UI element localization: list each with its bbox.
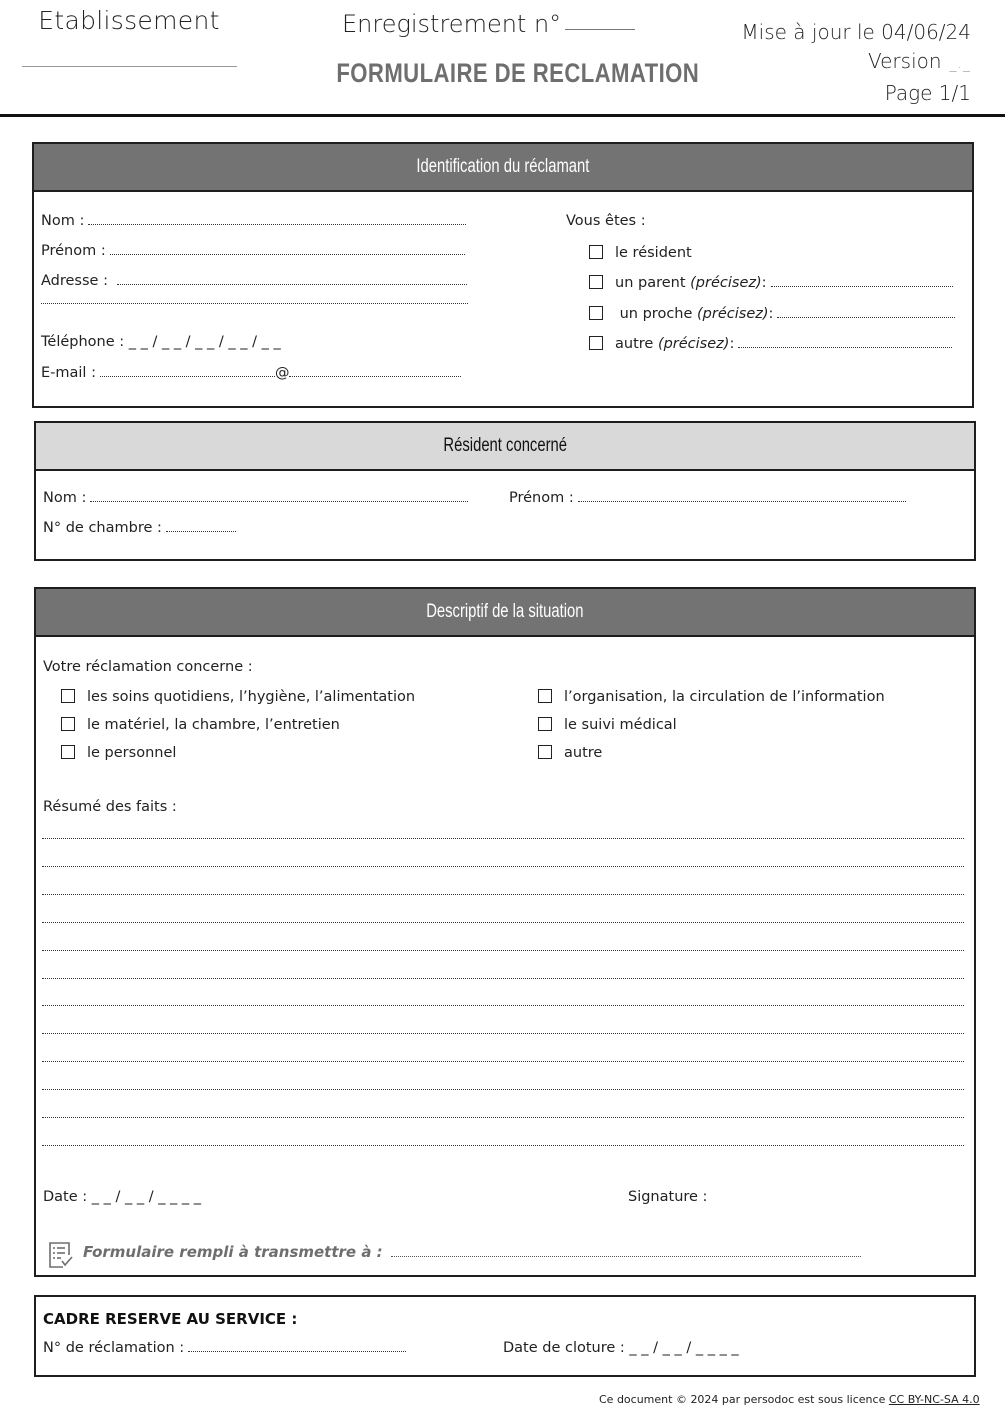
option-label: le résident xyxy=(615,245,692,261)
checkbox[interactable] xyxy=(589,306,603,320)
resident-prenom-field[interactable] xyxy=(509,490,906,506)
signature-label: Signature : xyxy=(628,1189,708,1205)
parent-precision-line[interactable] xyxy=(771,286,953,287)
resume-line[interactable] xyxy=(42,950,964,951)
prenom-input-line[interactable] xyxy=(110,254,465,255)
option-colon: : xyxy=(729,336,735,352)
resident-prenom-line[interactable] xyxy=(578,501,906,502)
date-label: Date : xyxy=(43,1189,88,1205)
transmit-label: Formulaire rempli à transmettre à : xyxy=(83,1243,383,1261)
service-title-text: CADRE RESERVE AU SERVICE : xyxy=(43,1310,298,1328)
header-divider xyxy=(0,114,1005,117)
concern-option-autre[interactable] xyxy=(538,743,602,761)
resume-line[interactable] xyxy=(42,1033,964,1034)
nom-label: Nom : xyxy=(43,490,87,506)
update-date: Mise à jour le 04/06/24 xyxy=(741,20,971,44)
transmit-recipient-line[interactable] xyxy=(391,1256,861,1257)
option-hint: (précisez) xyxy=(657,336,730,352)
version-line xyxy=(741,47,971,79)
option-label: l’organisation, la circulation de l’information xyxy=(564,689,885,705)
nom-input-line[interactable] xyxy=(88,224,466,225)
email-at-sign: @ xyxy=(274,365,290,381)
autre-precision-line[interactable] xyxy=(738,347,952,348)
form-title: FORMULAIRE DE RECLAMATION xyxy=(336,58,700,88)
checkbox[interactable] xyxy=(538,689,552,703)
telephone-input[interactable]: _ _ / _ _ / _ _ / _ _ / _ _ xyxy=(128,334,281,350)
resident-nom-line[interactable] xyxy=(90,501,468,502)
version-label: Version xyxy=(868,49,942,73)
license-footer xyxy=(599,1393,980,1406)
service-section xyxy=(34,1295,976,1377)
version-value: _._ xyxy=(949,56,971,72)
numero-label: N° de réclamation : xyxy=(43,1340,185,1356)
checkbox[interactable] xyxy=(589,245,603,259)
registration-label: Enregistrement n° xyxy=(342,10,562,38)
option-label: le suivi médical xyxy=(564,717,677,733)
checkbox[interactable] xyxy=(61,745,75,759)
checkbox[interactable] xyxy=(61,689,75,703)
chambre-label: N° de chambre : xyxy=(43,520,162,536)
identification-header xyxy=(34,144,972,192)
option-label: les soins quotidiens, l’hygiène, l’alimentation xyxy=(87,689,416,705)
claimant-adresse-line2[interactable] xyxy=(41,303,468,304)
email-domain-line[interactable] xyxy=(289,376,461,377)
cloture-date-field[interactable] xyxy=(503,1340,739,1356)
registration-number xyxy=(342,10,635,38)
concern-option-organisation[interactable] xyxy=(538,687,885,705)
resident-header xyxy=(36,423,974,471)
resume-line[interactable] xyxy=(42,1145,964,1146)
cloture-date-input[interactable]: _ _ / _ _ / _ _ _ _ xyxy=(629,1340,739,1356)
checklist-form-icon xyxy=(47,1241,73,1269)
resume-line[interactable] xyxy=(42,978,964,979)
resume-line[interactable] xyxy=(42,1089,964,1090)
resident-nom-field[interactable] xyxy=(43,490,468,506)
relation-option-proche[interactable] xyxy=(589,304,955,322)
checkbox[interactable] xyxy=(589,336,603,350)
chambre-input-line[interactable] xyxy=(166,531,236,532)
establishment-field-line[interactable] xyxy=(22,66,237,67)
option-label: un parent xyxy=(615,275,686,291)
vous-etes-label xyxy=(566,213,646,229)
resume-line[interactable] xyxy=(42,838,964,839)
vous-etes-text: Vous êtes : xyxy=(566,213,646,229)
adresse-input-line-2[interactable] xyxy=(41,303,468,304)
option-label: le personnel xyxy=(87,745,177,761)
option-hint: (précisez) xyxy=(690,275,762,291)
claimant-email-field[interactable] xyxy=(41,365,461,381)
claimant-telephone-field[interactable] xyxy=(41,334,281,350)
resume-text: Résumé des faits : xyxy=(43,799,177,815)
registration-field-line[interactable] xyxy=(565,29,635,30)
signature-field[interactable] xyxy=(628,1189,707,1205)
concern-option-suivi-medical[interactable] xyxy=(538,715,677,733)
resume-line[interactable] xyxy=(42,866,964,867)
numero-input-line[interactable] xyxy=(188,1351,406,1352)
page-number: Page 1/1 xyxy=(884,81,971,105)
adresse-label: Adresse : xyxy=(41,273,108,289)
checkbox[interactable] xyxy=(538,717,552,731)
license-link[interactable]: CC BY-NC-SA 4.0 xyxy=(888,1393,980,1406)
claimant-prenom-field[interactable] xyxy=(41,243,465,259)
resume-line[interactable] xyxy=(42,894,964,895)
identification-title: Identification du réclamant xyxy=(416,156,590,177)
relation-option-parent[interactable] xyxy=(589,273,953,291)
option-colon: : xyxy=(768,306,774,322)
cloture-label: Date de cloture : xyxy=(503,1340,625,1356)
resume-label xyxy=(43,799,177,815)
reclamation-number-field[interactable] xyxy=(43,1340,406,1356)
prenom-label: Prénom : xyxy=(41,243,106,259)
prenom-label: Prénom : xyxy=(509,490,574,506)
telephone-label: Téléphone : xyxy=(41,334,125,350)
option-label: autre xyxy=(564,745,603,761)
option-hint: (précisez) xyxy=(697,306,769,322)
checkbox[interactable] xyxy=(589,275,603,289)
establishment-label: Etablissement xyxy=(38,6,220,35)
checkbox[interactable] xyxy=(61,717,75,731)
option-label: le matériel, la chambre, l’entretien xyxy=(87,717,340,733)
concerne-text: Votre réclamation concerne : xyxy=(43,659,253,675)
resume-line[interactable] xyxy=(42,1061,964,1062)
footer-text: Ce document © 2024 par persodoc est sous licence xyxy=(599,1393,886,1406)
service-title xyxy=(43,1310,297,1328)
option-colon: : xyxy=(761,275,767,291)
claimant-nom-field[interactable] xyxy=(41,213,466,229)
email-label: E-mail : xyxy=(41,365,96,381)
option-label: autre xyxy=(615,336,654,352)
concern-option-materiel[interactable] xyxy=(61,715,340,733)
transmit-field[interactable] xyxy=(83,1243,861,1261)
checkbox[interactable] xyxy=(538,745,552,759)
concern-option-personnel[interactable] xyxy=(61,743,176,761)
situation-header xyxy=(36,589,974,637)
document-meta xyxy=(741,18,971,108)
nom-label: Nom : xyxy=(41,213,85,229)
email-user-line[interactable] xyxy=(100,376,275,377)
concerne-label xyxy=(43,659,253,675)
adresse-input-line[interactable] xyxy=(117,284,467,285)
resume-line[interactable] xyxy=(42,1005,964,1006)
claimant-adresse-field[interactable] xyxy=(41,273,467,289)
relation-option-resident[interactable] xyxy=(589,243,692,261)
resident-title: Résident concerné xyxy=(443,435,567,456)
proche-precision-line[interactable] xyxy=(777,317,955,318)
resident-chambre-field[interactable] xyxy=(43,520,236,536)
resume-line[interactable] xyxy=(42,1117,964,1118)
option-label: un proche xyxy=(619,306,693,322)
date-input[interactable]: _ _ / _ _ / _ _ _ _ xyxy=(91,1189,202,1205)
concern-option-soins[interactable] xyxy=(61,687,415,705)
relation-option-autre[interactable] xyxy=(589,334,952,352)
date-field[interactable] xyxy=(43,1189,201,1205)
situation-title: Descriptif de la situation xyxy=(426,601,584,622)
resume-line[interactable] xyxy=(42,922,964,923)
